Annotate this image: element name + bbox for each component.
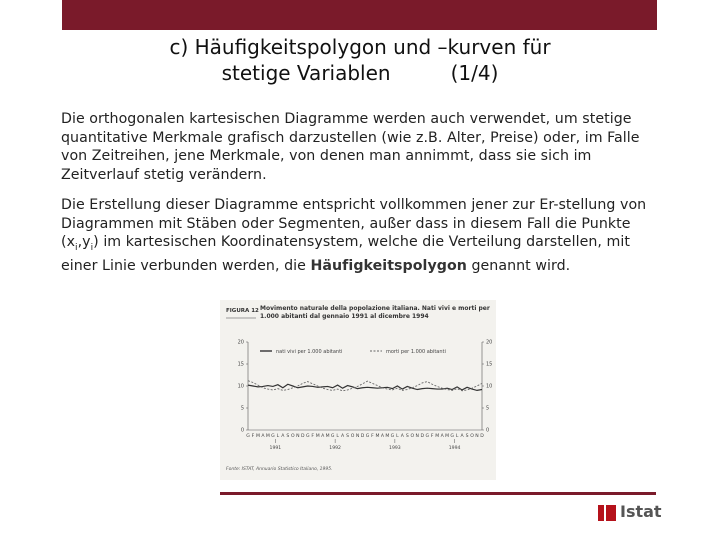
line-chart <box>220 300 496 480</box>
paragraph-2-comma: ,y <box>77 234 91 250</box>
legend-label-deaths: morti per 1.000 abitanti <box>386 349 446 355</box>
istat-logo <box>598 502 662 524</box>
y-tick-label-right: 10 <box>486 383 493 390</box>
x-tick-label: D <box>420 434 425 439</box>
x-tick-label: G <box>305 434 310 439</box>
slide-title <box>60 34 660 86</box>
paragraph-2 <box>61 196 661 276</box>
x-tick-label: F <box>430 434 434 439</box>
istat-logo-text: Istat <box>620 502 662 521</box>
x-tick-label: L <box>396 434 399 439</box>
istat-logo-mark-icon <box>598 505 616 521</box>
x-tick-label: M <box>435 434 440 439</box>
x-tick-label: M <box>255 434 260 439</box>
x-tick-label: M <box>375 434 380 439</box>
x-tick-label: F <box>251 434 255 439</box>
x-tick-label: L <box>276 434 280 439</box>
x-tick-label: G <box>271 434 275 439</box>
bottom-accent-line <box>220 492 656 495</box>
paragraph-2-part-c: genannt wird. <box>466 258 571 275</box>
title-line-2 <box>60 60 660 86</box>
title-page-indicator: (1/4) <box>450 61 499 85</box>
subscript-i: i <box>90 242 94 253</box>
x-tick-label: G <box>365 434 370 439</box>
y-tick-label-right: 20 <box>486 339 493 346</box>
y-tick-label-left: 0 <box>240 427 244 434</box>
chart-figure <box>220 300 496 480</box>
paragraph-2-part-a: Die Erstellung dieser Diagramme entspricht vollkommen jener zur Er-stellung von Diagrammen mit Stäben oder Segmenten, außer dass in diesem Fall die Punkte (x <box>61 197 647 250</box>
x-tick-label: L <box>336 434 339 439</box>
legend-label-births: nati vivi per 1.000 abitanti <box>276 349 343 355</box>
x-tick-label: S <box>286 434 290 439</box>
x-tick-label: G <box>330 434 335 439</box>
x-tick-label: D <box>360 434 365 439</box>
title-line-1: c) Häufigkeitspolygon und –kurven für <box>169 35 551 59</box>
paragraph-2-part-b: ) im kartesischen Koordinatensystem, welche die Verteilung darstellen, mit einer Linie verbunden werden, die <box>61 234 630 275</box>
series-line-births <box>248 384 482 390</box>
x-tick-label: A <box>380 434 385 439</box>
x-tick-label: S <box>405 434 409 439</box>
plot-area <box>238 340 493 451</box>
x-tick-label: O <box>470 434 474 439</box>
x-tick-label: A <box>460 434 464 439</box>
title-line-2-text: stetige Variablen <box>221 61 391 85</box>
x-tick-label: O <box>290 434 295 439</box>
figure-source: Fonte: ISTAT, Annuario Statistico Italiano, 1995. <box>226 467 333 472</box>
y-tick-label-left: 10 <box>237 383 244 390</box>
figure-caption-wrap <box>260 305 492 329</box>
x-tick-label: G <box>246 434 250 439</box>
x-tick-label: N <box>415 434 419 439</box>
x-tick-label: G <box>390 434 395 439</box>
subscript-i: i <box>75 242 78 253</box>
x-tick-label: S <box>346 434 350 439</box>
term-haeufigkeitspolygon: Häufigkeitspolygon <box>310 258 467 275</box>
x-tick-label: M <box>445 434 450 439</box>
x-tick-label: M <box>315 434 320 439</box>
series-line-deaths <box>248 381 482 391</box>
paragraph-1: Die orthogonalen kartesischen Diagramme werden auch verwendet, um stetige quantitative Merkmale grafisch darzustellen (wie z.B. Alter, Preise) oder, im Falle von Zeitreihen, jene Merkmale, von denen man annimmt, dass sie sich im Zeitverlauf stetig verändern. <box>61 111 640 183</box>
x-tick-label: D <box>480 434 484 439</box>
x-tick-label: N <box>475 434 479 439</box>
figure-caption: Movimento naturale della popolazione italiana. Nati vivi e morti per 1.000 abitanti dal gennaio 1991 al dicembre 1994 <box>260 305 490 320</box>
x-tick-label: A <box>281 434 285 439</box>
x-tick-label: O <box>410 434 415 439</box>
year-label: 1993 <box>389 446 401 451</box>
x-tick-label: A <box>400 434 404 439</box>
y-tick-label-right: 5 <box>486 405 490 412</box>
x-tick-label: A <box>341 434 345 439</box>
year-label: 1992 <box>329 446 341 451</box>
year-label: 1991 <box>269 446 282 451</box>
x-tick-label: A <box>440 434 444 439</box>
top-accent-bar <box>62 0 657 30</box>
x-tick-label: A <box>321 434 325 439</box>
y-tick-label-right: 0 <box>486 427 490 434</box>
x-tick-label: S <box>465 434 469 439</box>
figure-label: FIGURA 12 <box>226 308 259 314</box>
x-tick-label: G <box>425 434 430 439</box>
x-tick-label: M <box>385 434 390 439</box>
x-tick-label: G <box>450 434 454 439</box>
x-tick-label: F <box>371 434 374 439</box>
y-tick-label-left: 5 <box>240 405 244 412</box>
chart-legend <box>260 349 446 355</box>
x-tick-label: O <box>350 434 355 439</box>
x-tick-label: N <box>296 434 300 439</box>
x-tick-label: N <box>355 434 360 439</box>
x-tick-label: D <box>300 434 305 439</box>
y-tick-label-left: 20 <box>237 339 244 346</box>
y-tick-label-right: 15 <box>486 361 493 368</box>
year-label: 1994 <box>448 446 461 451</box>
x-tick-label: F <box>311 434 315 439</box>
y-tick-label-left: 15 <box>237 361 244 368</box>
x-tick-label: L <box>455 434 459 439</box>
x-tick-label: A <box>261 434 265 439</box>
x-tick-label: M <box>265 434 270 439</box>
x-tick-label: M <box>325 434 330 439</box>
